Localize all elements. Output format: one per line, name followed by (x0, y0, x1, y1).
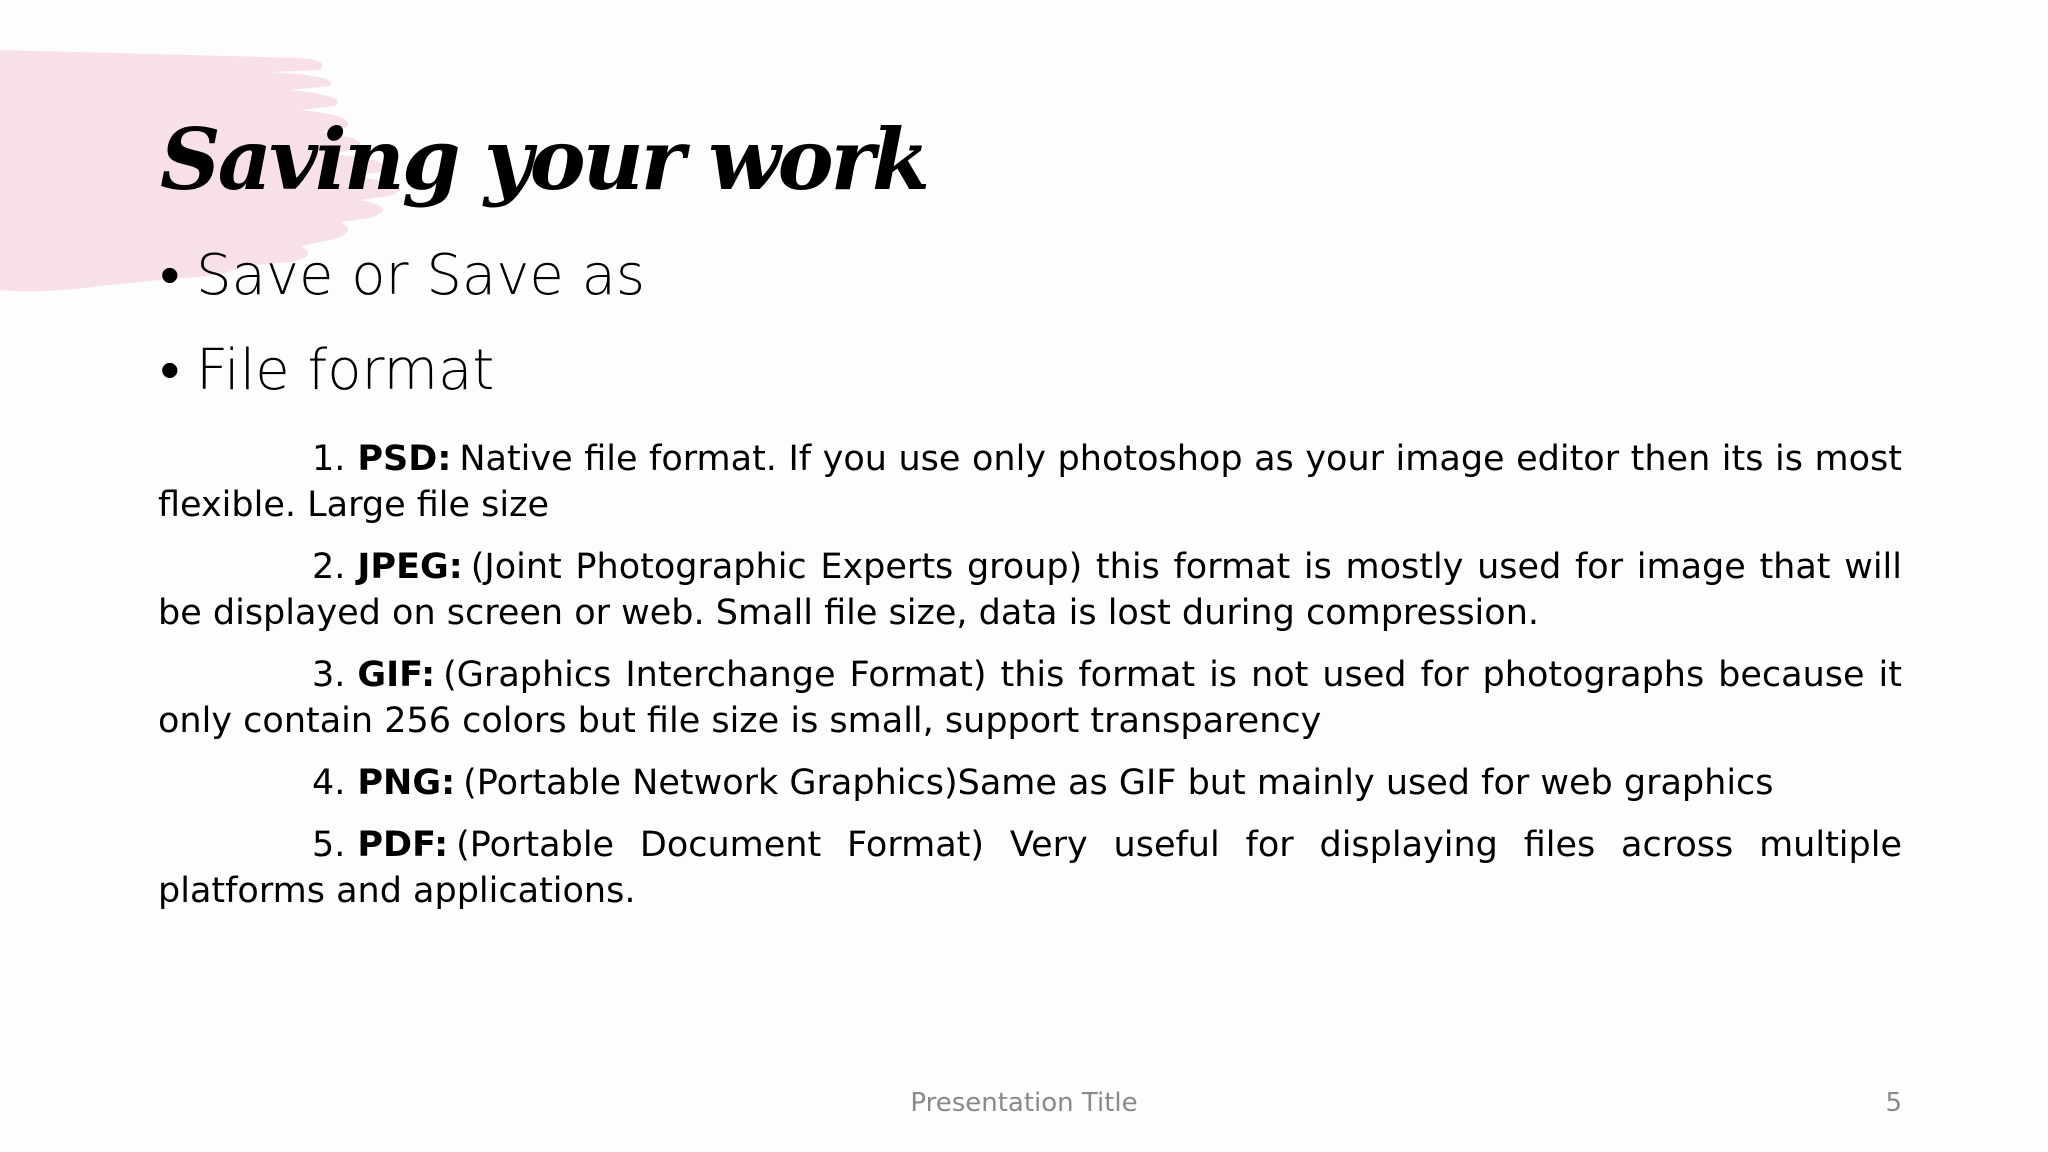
format-description: (Joint Photographic Experts group) this format is mostly used for image that will be displayed on screen or web. Small file size, data is lost during compression. (158, 547, 1902, 633)
bullet-marker: • (160, 338, 180, 403)
format-description: (Graphics Interchange Format) this format is not used for photographs because it only contain 256 colors but file size is small, support transparency (158, 655, 1902, 741)
format-number: 3. (312, 655, 346, 695)
page-number: 5 (1885, 1088, 1902, 1118)
format-name: JPEG: (357, 547, 463, 587)
format-item-jpeg (158, 544, 1902, 636)
format-number: 1. (312, 439, 346, 479)
format-item-psd (158, 436, 1902, 528)
format-number: 4. (312, 763, 346, 803)
format-description: Native file format. If you use only photoshop as your image editor then its is most flexible. Large file size (158, 439, 1902, 525)
format-name: PDF: (357, 825, 449, 865)
bullet-list (160, 228, 645, 418)
format-name: PSD: (357, 439, 452, 479)
format-item-pdf (158, 822, 1902, 914)
bullet-item-save (160, 228, 645, 323)
format-name: PNG: (357, 763, 456, 803)
bullet-item-file-format (160, 323, 645, 418)
file-format-list (158, 436, 1902, 930)
slide-title: Saving your work (160, 110, 928, 209)
format-item-png (158, 760, 1902, 806)
format-name: GIF: (357, 655, 436, 695)
bullet-text: Save or Save as (196, 243, 646, 308)
format-description: (Portable Network Graphics)Same as GIF but mainly used for web graphics (463, 763, 1774, 803)
format-description: (Portable Document Format) Very useful for displaying files across multiple platforms and applications. (158, 825, 1902, 911)
format-number: 2. (312, 547, 346, 587)
bullet-text: File format (196, 338, 495, 403)
format-item-gif (158, 652, 1902, 744)
footer-presentation-title: Presentation Title (910, 1088, 1138, 1118)
format-number: 5. (312, 825, 346, 865)
bullet-marker: • (160, 243, 180, 308)
